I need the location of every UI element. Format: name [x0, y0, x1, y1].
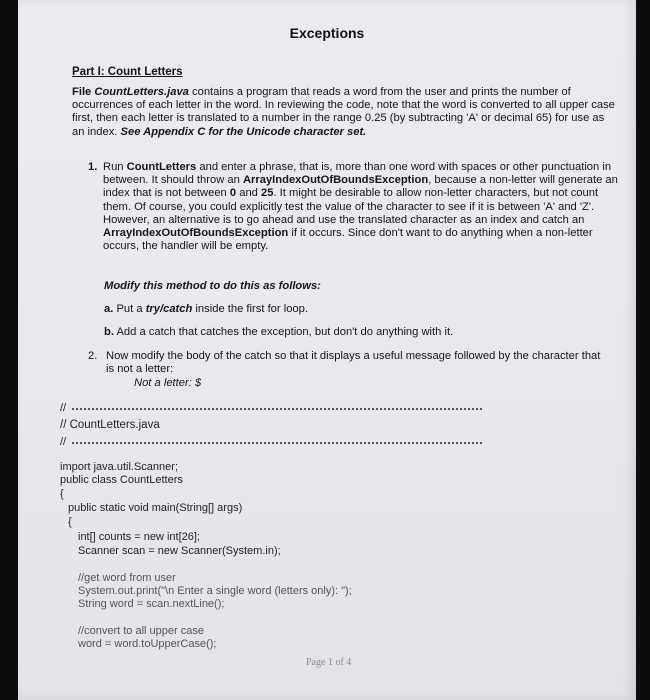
code-brace: { — [68, 516, 72, 528]
page-number-footer: Page 1 of 4 — [306, 657, 352, 668]
code-comment-getword: //get word from user — [78, 572, 176, 584]
sub-a-pre: Put a — [116, 303, 146, 315]
code-comment-close: // — [60, 436, 67, 448]
sub-a-label: a. — [104, 303, 114, 315]
appendix-note: See Appendix C for the Unicode character set. — [120, 125, 367, 138]
code-brace: { — [60, 488, 64, 500]
sub-item-b — [104, 326, 453, 339]
sub-a-em: try/catch — [145, 303, 193, 315]
not-a-letter-example: Not a letter: $ — [134, 377, 202, 389]
document-page — [18, 0, 636, 700]
code-scanner: Scanner scan = new Scanner(System.in); — [78, 545, 281, 557]
code-string-word: String word = scan.nextLine(); — [78, 598, 225, 610]
dotted-rule — [72, 442, 482, 444]
intro-body: contains a program that reads a word from the user and prints the number of occurrences of each letter in the word. In reviewing the code, note that the word is converted to all upper case first, then each letter is translated to a number in the range 0.25 (by subtracting 'A' or decimal 65) for use as an index. — [72, 86, 615, 138]
instruction-2 — [88, 350, 608, 376]
sub-b-text: Add a catch that catches the exception, but don't do anything with it. — [116, 326, 454, 338]
code-uppercase: word = word.toUpperCase(); — [78, 638, 217, 650]
item1-bold-c: 0 — [229, 187, 237, 200]
file-name: CountLetters.java — [94, 86, 189, 98]
page-title: Exceptions — [289, 25, 365, 41]
sub-b-label: b. — [104, 326, 114, 338]
instruction-1 — [88, 161, 618, 253]
instruction-2-text: Now modify the body of the catch so that it displays a useful message followed by the character that is not a letter: — [106, 350, 601, 376]
part-heading: Part I: Count Letters — [72, 66, 183, 78]
item1-text-b: and enter a phrase, that is, more than one word with spaces or other punctuation in between. It should throw an — [103, 161, 612, 187]
code-comment-convert: //convert to all upper case — [78, 625, 204, 637]
item1-bold-d: 25 — [261, 187, 274, 200]
sub-item-a — [104, 303, 308, 316]
sub-a-post: inside the first for loop. — [192, 303, 308, 315]
item1-bold-e: ArrayIndexOutOfBoundsException — [103, 227, 289, 240]
item1-bold-a: CountLetters — [126, 161, 197, 173]
code-main: public static void main(String[] args) — [68, 502, 243, 514]
item1-text-f: if it occurs. Since don't want to do anything when a non-letter occurs, the handler will be empty. — [103, 227, 593, 253]
code-comment-open: // — [60, 402, 67, 414]
item1-text-d: and — [236, 187, 262, 200]
code-import: import java.util.Scanner; — [60, 461, 178, 473]
item1-text-a: Run — [103, 161, 127, 173]
dotted-rule — [72, 408, 482, 410]
instruction-2-number: 2. — [88, 350, 98, 362]
intro-paragraph — [72, 86, 617, 139]
code-counts: int[] counts = new int[26]; — [78, 531, 200, 543]
item1-text-e: . It might be desirable to allow non-letter characters, but not count them. Of course, you could explicitly test the value of the character to see if it is between 'A' and 'Z'. However, an alternative is to go ahead and use the translated character as an index and catch an — [103, 187, 599, 226]
instruction-1-number: 1. — [88, 161, 98, 173]
code-file-comment: // CountLetters.java — [60, 419, 160, 431]
code-class: public class CountLetters — [60, 474, 183, 486]
code-print: System.out.print("\n Enter a single word (letters only): "); — [78, 585, 352, 597]
modify-heading: Modify this method to do this as follows: — [104, 280, 321, 292]
item1-text-c: , because a non-letter will generate an index that is not between — [103, 174, 618, 200]
file-label: File — [72, 86, 92, 98]
item1-bold-b: ArrayIndexOutOfBoundsException — [242, 174, 429, 187]
